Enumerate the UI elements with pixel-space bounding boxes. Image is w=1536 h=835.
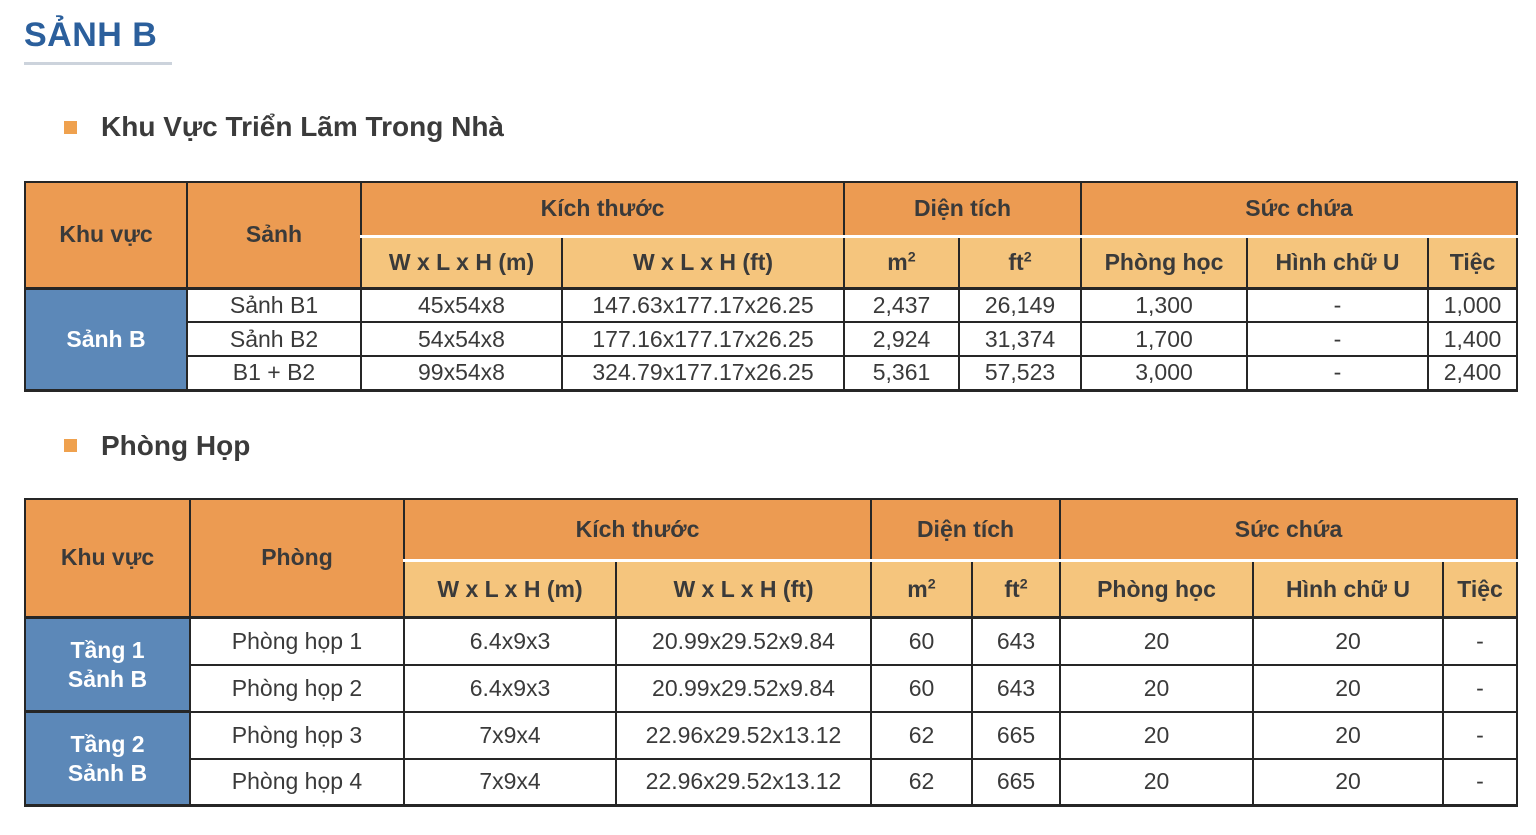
cell-dim-ft: 20.99x29.52x9.84 — [616, 665, 871, 712]
table-row — [25, 322, 1517, 356]
m2-sup: 2 — [927, 575, 936, 592]
cell-u-shape: 20 — [1253, 759, 1443, 806]
subheader-m2 — [844, 236, 959, 288]
cell-hall: Sảnh B1 — [187, 288, 361, 322]
title-underline — [24, 62, 172, 65]
cell-u-shape: 20 — [1253, 712, 1443, 759]
section-heading-meeting — [64, 430, 1516, 462]
cell-dim-m: 99x54x8 — [361, 356, 562, 390]
cell-banquet: - — [1443, 712, 1517, 759]
table-header-row — [25, 499, 1517, 561]
bullet-square-icon — [64, 439, 77, 452]
header-surface-area: Diện tích — [871, 499, 1060, 561]
cell-room: Phòng họp 4 — [190, 759, 404, 806]
subheader-ft2 — [959, 236, 1081, 288]
header-hall: Sảnh — [187, 182, 361, 288]
cell-banquet: - — [1443, 618, 1517, 665]
exhibition-table — [24, 181, 1518, 392]
table-row — [25, 665, 1517, 712]
cell-classroom: 20 — [1060, 665, 1253, 712]
table-row — [25, 618, 1517, 665]
header-area: Khu vực — [25, 182, 187, 288]
cell-banquet: 2,400 — [1428, 356, 1517, 390]
cell-dim-ft: 20.99x29.52x9.84 — [616, 618, 871, 665]
cell-u-shape: 20 — [1253, 665, 1443, 712]
subheader-banquet: Tiệc — [1428, 236, 1517, 288]
group-cell-sanh-b: Sảnh B — [25, 288, 187, 390]
group-cell-tang-2 — [25, 712, 190, 806]
section-heading-text: Khu Vực Triển Lãm Trong Nhà — [101, 111, 504, 142]
table-row — [25, 356, 1517, 390]
subheader-wlh-m: W x L x H (m) — [404, 561, 616, 618]
cell-classroom: 1,300 — [1081, 288, 1247, 322]
page-title: SẢNH B — [24, 16, 158, 54]
cell-area-ft2: 643 — [972, 618, 1060, 665]
table-row — [25, 288, 1517, 322]
m2-base: m — [887, 248, 908, 275]
ft2-base: ft — [1008, 248, 1024, 275]
section-heading-text: Phòng Họp — [101, 429, 251, 461]
header-capacity: Sức chứa — [1081, 182, 1517, 236]
cell-dim-m: 54x54x8 — [361, 322, 562, 356]
cell-dim-m: 6.4x9x3 — [404, 665, 616, 712]
table-header-row — [25, 182, 1517, 236]
cell-area-ft2: 57,523 — [959, 356, 1081, 390]
cell-area-ft2: 26,149 — [959, 288, 1081, 322]
cell-classroom: 3,000 — [1081, 356, 1247, 390]
cell-banquet: 1,400 — [1428, 322, 1517, 356]
subheader-wlh-m: W x L x H (m) — [361, 236, 562, 288]
cell-area-m2: 60 — [871, 618, 972, 665]
cell-area-ft2: 31,374 — [959, 322, 1081, 356]
cell-classroom: 20 — [1060, 712, 1253, 759]
cell-dim-m: 45x54x8 — [361, 288, 562, 322]
m2-sup: 2 — [907, 248, 916, 265]
header-capacity: Sức chứa — [1060, 499, 1517, 561]
subheader-banquet: Tiệc — [1443, 561, 1517, 618]
cell-classroom: 20 — [1060, 618, 1253, 665]
cell-hall: Sảnh B2 — [187, 322, 361, 356]
cell-u-shape: - — [1247, 322, 1428, 356]
cell-hall: B1 + B2 — [187, 356, 361, 390]
section-heading-exhibition — [64, 111, 1516, 143]
group-line-2: Sảnh B — [67, 759, 148, 786]
cell-dim-ft: 177.16x177.17x26.25 — [562, 322, 844, 356]
cell-banquet: - — [1443, 759, 1517, 806]
subheader-m2 — [871, 561, 972, 618]
cell-dim-ft: 147.63x177.17x26.25 — [562, 288, 844, 322]
subheader-wlh-ft: W x L x H (ft) — [616, 561, 871, 618]
subheader-u-shape: Hình chữ U — [1247, 236, 1428, 288]
subheader-u-shape: Hình chữ U — [1253, 561, 1443, 618]
header-dimensions: Kích thước — [404, 499, 871, 561]
cell-area-ft2: 665 — [972, 712, 1060, 759]
section-exhibition — [24, 111, 1516, 392]
cell-area-m2: 62 — [871, 759, 972, 806]
cell-classroom: 1,700 — [1081, 322, 1247, 356]
cell-area-ft2: 643 — [972, 665, 1060, 712]
group-line-1: Tầng 1 — [70, 636, 145, 663]
cell-banquet: - — [1443, 665, 1517, 712]
header-room: Phòng — [190, 499, 404, 618]
cell-room: Phòng họp 1 — [190, 618, 404, 665]
group-cell-tang-1 — [25, 618, 190, 712]
bullet-square-icon — [64, 121, 77, 134]
cell-u-shape: 20 — [1253, 618, 1443, 665]
cell-area-m2: 62 — [871, 712, 972, 759]
cell-area-m2: 2,924 — [844, 322, 959, 356]
ft2-sup: 2 — [1023, 248, 1032, 265]
ft2-base: ft — [1004, 575, 1020, 602]
cell-room: Phòng họp 2 — [190, 665, 404, 712]
header-surface-area: Diện tích — [844, 182, 1081, 236]
cell-dim-ft: 22.96x29.52x13.12 — [616, 759, 871, 806]
cell-classroom: 20 — [1060, 759, 1253, 806]
subheader-wlh-ft: W x L x H (ft) — [562, 236, 844, 288]
meeting-table — [24, 498, 1518, 808]
cell-u-shape: - — [1247, 288, 1428, 322]
subheader-ft2 — [972, 561, 1060, 618]
table-row — [25, 712, 1517, 759]
cell-banquet: 1,000 — [1428, 288, 1517, 322]
subheader-classroom: Phòng học — [1081, 236, 1247, 288]
subheader-classroom: Phòng học — [1060, 561, 1253, 618]
group-line-1: Tầng 2 — [70, 730, 145, 757]
cell-dim-ft: 324.79x177.17x26.25 — [562, 356, 844, 390]
section-meeting-rooms — [24, 430, 1516, 808]
header-area: Khu vực — [25, 499, 190, 618]
cell-dim-m: 7x9x4 — [404, 712, 616, 759]
cell-dim-ft: 22.96x29.52x13.12 — [616, 712, 871, 759]
header-dimensions: Kích thước — [361, 182, 844, 236]
cell-room: Phòng họp 3 — [190, 712, 404, 759]
cell-dim-m: 7x9x4 — [404, 759, 616, 806]
cell-area-m2: 2,437 — [844, 288, 959, 322]
cell-u-shape: - — [1247, 356, 1428, 390]
table-row — [25, 759, 1517, 806]
cell-area-ft2: 665 — [972, 759, 1060, 806]
cell-dim-m: 6.4x9x3 — [404, 618, 616, 665]
cell-area-m2: 60 — [871, 665, 972, 712]
ft2-sup: 2 — [1019, 575, 1028, 592]
m2-base: m — [907, 575, 928, 602]
group-line-2: Sảnh B — [67, 665, 148, 692]
cell-area-m2: 5,361 — [844, 356, 959, 390]
